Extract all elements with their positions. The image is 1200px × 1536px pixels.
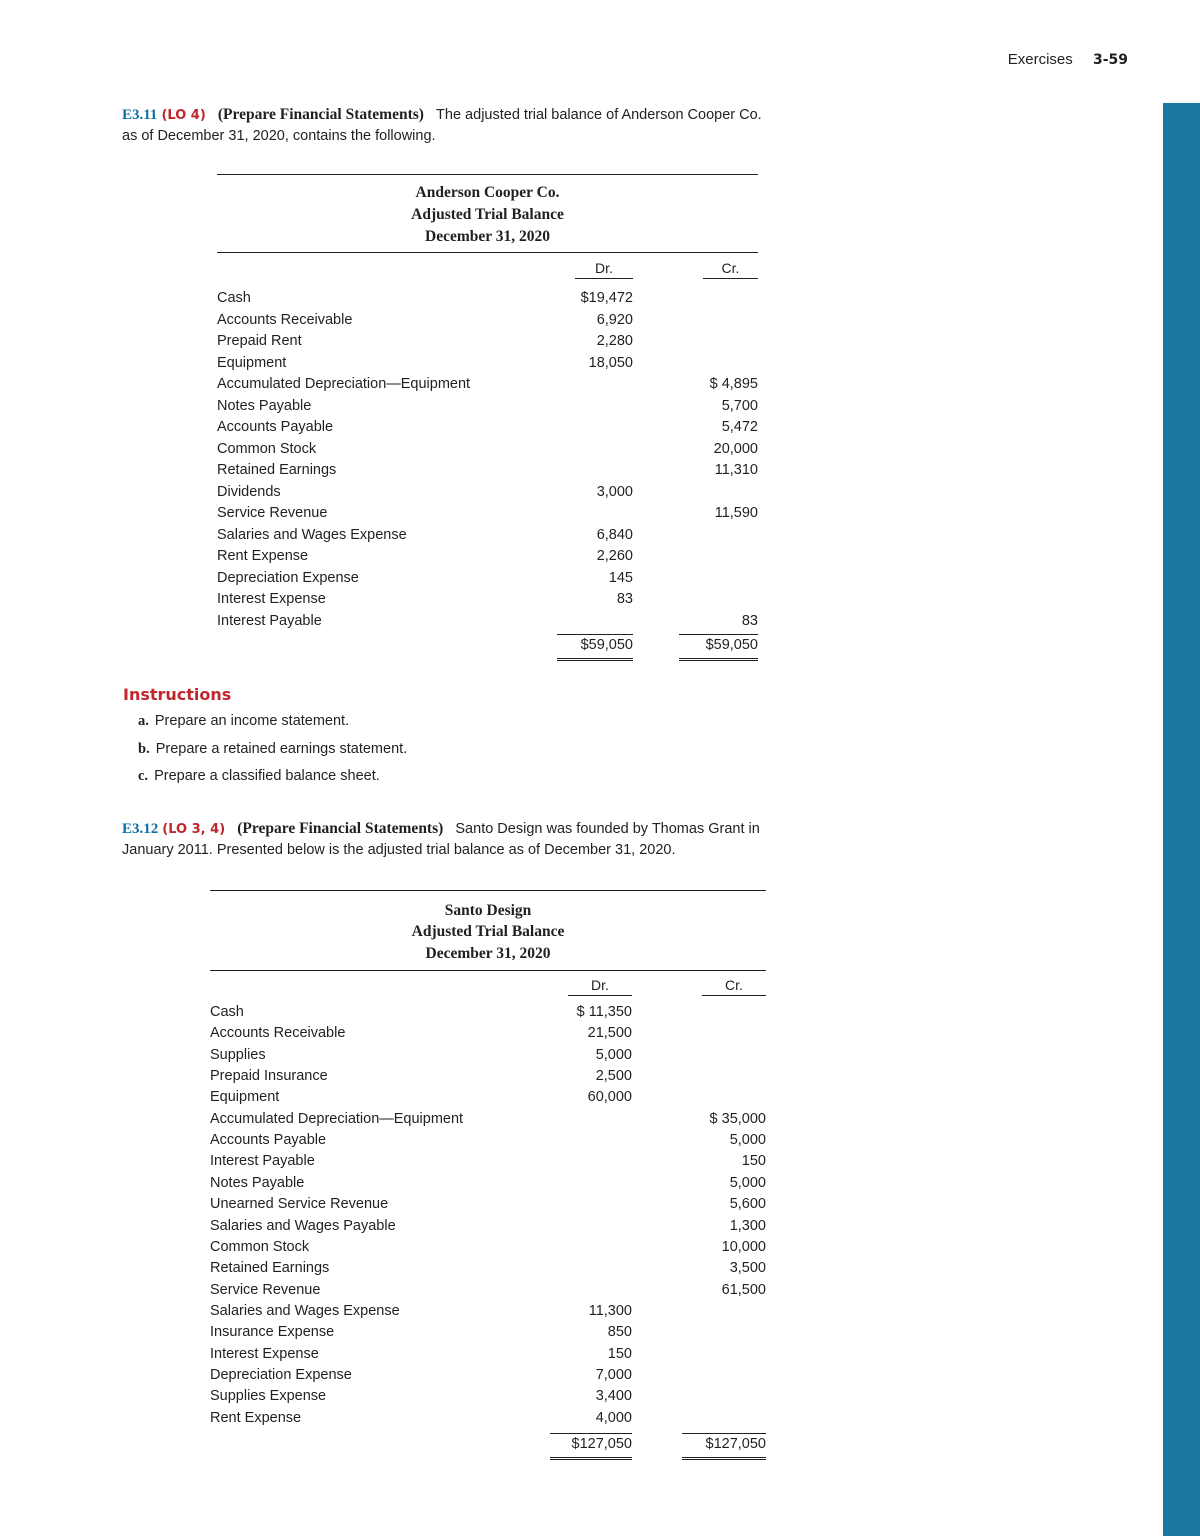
instruction-letter: b. xyxy=(138,741,150,757)
account-name: Cash xyxy=(210,1004,244,1020)
trial-balance-santo-design xyxy=(210,890,766,1470)
debit-amount: 3,400 xyxy=(595,1388,632,1405)
credit-amount: 5,600 xyxy=(729,1196,766,1213)
credit-amount: $ 4,895 xyxy=(709,376,758,392)
totals-row xyxy=(210,1433,766,1455)
table-row xyxy=(210,1216,766,1238)
account-name: Prepaid Rent xyxy=(217,333,302,349)
debit-amount: 150 xyxy=(607,1345,632,1362)
account-name: Service Revenue xyxy=(217,505,328,521)
debit-amount: $ 11,350 xyxy=(576,1004,632,1020)
exercise-id: E3.11 xyxy=(122,107,158,123)
account-name: Rent Expense xyxy=(217,548,309,564)
dr-column-header: Dr. xyxy=(575,260,633,279)
total-debit: $127,050 xyxy=(550,1433,632,1460)
table-top-rule xyxy=(217,174,758,175)
instruction-text: Prepare a retained earnings statement. xyxy=(155,741,408,757)
table-header-rule xyxy=(210,970,766,971)
total-debit: $59,050 xyxy=(557,634,633,661)
trial-balance-anderson-cooper xyxy=(217,174,758,664)
table-title: Adjusted Trial Balance xyxy=(411,923,565,940)
account-name: Rent Expense xyxy=(210,1409,302,1426)
account-name: Salaries and Wages Expense xyxy=(210,1302,400,1319)
exercise-text-line2: January 2011. Presented below is the adjusted trial balance as of December 31, 2020. xyxy=(122,842,676,858)
account-name: Salaries and Wages Payable xyxy=(210,1217,396,1234)
table-row xyxy=(210,1130,766,1152)
debit-amount: 2,500 xyxy=(595,1068,632,1085)
account-name: Notes Payable xyxy=(217,397,312,414)
account-name: Interest Expense xyxy=(217,591,326,607)
account-name: Depreciation Expense xyxy=(217,569,359,586)
totals-row xyxy=(217,634,758,656)
learning-objective: (LO 3, 4) xyxy=(162,822,226,837)
exercise-e312-intro xyxy=(122,818,882,861)
table-row xyxy=(217,503,758,525)
credit-amount: 10,000 xyxy=(721,1238,766,1255)
table-row xyxy=(217,546,758,568)
account-name: Retained Earnings xyxy=(217,462,337,478)
table-row xyxy=(217,331,758,353)
debit-amount: $19,472 xyxy=(580,290,633,306)
header-section: Exercises xyxy=(1007,51,1073,68)
debit-amount: 145 xyxy=(608,569,633,586)
table-row xyxy=(217,568,758,590)
exercise-e311-intro xyxy=(122,104,882,147)
account-name: Accounts Receivable xyxy=(210,1025,346,1042)
debit-amount: 6,840 xyxy=(596,526,633,543)
credit-amount: 150 xyxy=(741,1153,766,1170)
table-row xyxy=(217,589,758,611)
exercise-text-line1: Santo Design was founded by Thomas Grant in xyxy=(455,821,760,837)
table-row xyxy=(210,1002,766,1024)
table-row xyxy=(217,525,758,547)
exercise-topic: (Prepare Financial Statements) xyxy=(237,820,444,837)
running-header xyxy=(1008,51,1128,68)
table-row xyxy=(210,1066,766,1088)
account-name: Interest Expense xyxy=(210,1345,319,1362)
table-date: December 31, 2020 xyxy=(425,945,551,962)
debit-amount: 11,300 xyxy=(588,1302,632,1319)
debit-amount: 850 xyxy=(607,1324,632,1341)
table-row xyxy=(210,1258,766,1280)
instruction-letter: c. xyxy=(138,768,149,784)
account-name: Supplies Expense xyxy=(210,1388,327,1405)
credit-amount: 11,590 xyxy=(714,505,758,521)
credit-amount: 11,310 xyxy=(714,462,758,478)
credit-amount: 61,500 xyxy=(721,1281,766,1298)
cr-column-header: Cr. xyxy=(702,977,766,996)
table-row xyxy=(217,417,758,439)
account-name: Accumulated Depreciation—Equipment xyxy=(217,376,471,392)
table-row xyxy=(210,1408,766,1430)
instruction-c xyxy=(138,768,380,785)
exercise-topic: (Prepare Financial Statements) xyxy=(217,106,424,123)
table-row xyxy=(210,1280,766,1302)
account-name: Common Stock xyxy=(210,1238,310,1255)
table-date: December 31, 2020 xyxy=(425,228,550,245)
debit-amount: 2,280 xyxy=(596,333,633,349)
account-name: Accounts Receivable xyxy=(217,311,353,328)
debit-amount: 83 xyxy=(616,591,633,607)
account-name: Insurance Expense xyxy=(210,1324,335,1341)
table-row xyxy=(210,1023,766,1045)
table-company: Santo Design xyxy=(444,902,532,919)
table-row xyxy=(217,439,758,461)
credit-amount: 5,700 xyxy=(721,397,758,414)
instruction-text: Prepare an income statement. xyxy=(154,713,350,729)
account-name: Notes Payable xyxy=(210,1174,305,1191)
table-row xyxy=(210,1365,766,1387)
table-row xyxy=(217,611,758,633)
debit-amount: 4,000 xyxy=(595,1409,632,1426)
dr-column-header: Dr. xyxy=(568,977,632,996)
table-row xyxy=(210,1301,766,1323)
table-row xyxy=(210,1194,766,1216)
account-name: Equipment xyxy=(217,354,287,371)
instruction-letter: a. xyxy=(138,713,149,729)
page-edge-tab xyxy=(1163,103,1200,1536)
instructions-heading: Instructions xyxy=(123,685,232,704)
table-row xyxy=(217,482,758,504)
table-row xyxy=(210,1237,766,1259)
credit-amount: 1,300 xyxy=(729,1217,766,1234)
account-name: Common Stock xyxy=(217,440,317,457)
total-credit: $59,050 xyxy=(679,634,758,661)
account-name: Prepaid Insurance xyxy=(210,1068,328,1085)
account-name: Unearned Service Revenue xyxy=(210,1196,389,1213)
table-row xyxy=(217,374,758,396)
debit-amount: 18,050 xyxy=(588,354,633,371)
account-name: Depreciation Expense xyxy=(210,1366,352,1383)
exercise-id: E3.12 xyxy=(122,821,159,837)
table-row xyxy=(210,1344,766,1366)
table-top-rule xyxy=(210,890,766,891)
table-row xyxy=(210,1087,766,1109)
instruction-text: Prepare a classified balance sheet. xyxy=(154,768,380,784)
table-row xyxy=(217,353,758,375)
exercise-text-line1: The adjusted trial balance of Anderson Cooper Co. xyxy=(436,107,762,123)
credit-amount: 5,472 xyxy=(721,419,758,435)
credit-amount: $ 35,000 xyxy=(709,1110,766,1127)
table-row xyxy=(217,396,758,418)
table-row xyxy=(210,1322,766,1344)
account-name: Accumulated Depreciation—Equipment xyxy=(210,1110,464,1127)
account-name: Interest Payable xyxy=(217,612,322,629)
account-name: Interest Payable xyxy=(210,1153,315,1170)
table-company: Anderson Cooper Co. xyxy=(415,184,560,201)
credit-amount: 5,000 xyxy=(729,1132,766,1149)
learning-objective: (LO 4) xyxy=(161,108,206,123)
table-row xyxy=(210,1045,766,1067)
table-row xyxy=(210,1109,766,1131)
debit-amount: 3,000 xyxy=(596,483,633,500)
instruction-a xyxy=(138,713,349,730)
table-row xyxy=(210,1386,766,1408)
table-row xyxy=(217,288,758,310)
account-name: Equipment xyxy=(210,1089,280,1106)
page-number: 3-59 xyxy=(1092,52,1128,68)
debit-amount: 7,000 xyxy=(595,1366,632,1383)
exercise-text-line2: as of December 31, 2020, contains the following. xyxy=(122,128,436,144)
cr-column-header: Cr. xyxy=(703,260,758,279)
table-row xyxy=(210,1173,766,1195)
account-name: Accounts Payable xyxy=(217,419,334,435)
table-row xyxy=(217,460,758,482)
instruction-b xyxy=(138,741,407,758)
debit-amount: 2,260 xyxy=(596,548,633,564)
account-name: Service Revenue xyxy=(210,1281,321,1298)
credit-amount: 5,000 xyxy=(729,1174,766,1191)
table-row xyxy=(210,1151,766,1173)
credit-amount: 20,000 xyxy=(713,440,758,457)
credit-amount: 3,500 xyxy=(729,1260,766,1277)
debit-amount: 60,000 xyxy=(587,1089,632,1106)
account-name: Accounts Payable xyxy=(210,1132,327,1149)
debit-amount: 21,500 xyxy=(587,1025,632,1042)
account-name: Salaries and Wages Expense xyxy=(217,526,407,543)
table-row xyxy=(217,310,758,332)
total-credit: $127,050 xyxy=(682,1433,766,1460)
account-name: Retained Earnings xyxy=(210,1260,330,1277)
debit-amount: 5,000 xyxy=(595,1046,632,1063)
account-name: Cash xyxy=(217,290,251,306)
account-name: Supplies xyxy=(210,1046,266,1063)
table-title: Adjusted Trial Balance xyxy=(411,206,564,223)
debit-amount: 6,920 xyxy=(596,311,633,328)
table-header-rule xyxy=(217,252,758,253)
account-name: Dividends xyxy=(217,483,281,500)
credit-amount: 83 xyxy=(741,612,758,629)
